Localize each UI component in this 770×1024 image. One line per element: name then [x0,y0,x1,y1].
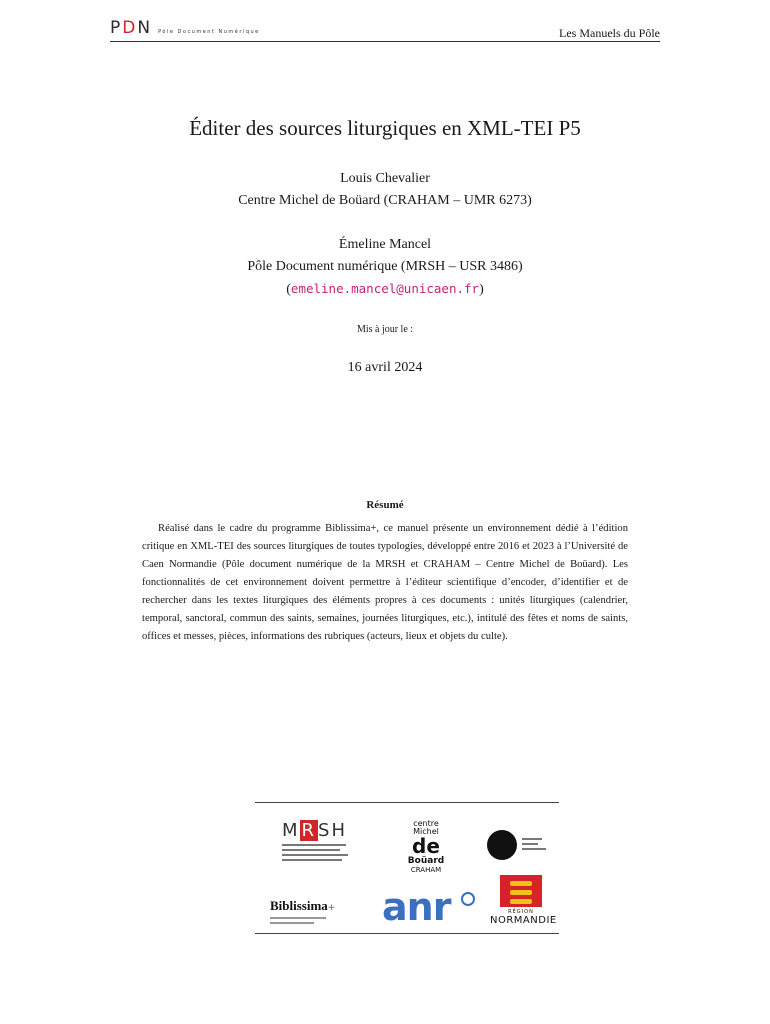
pdn-letter-p: P [110,18,123,38]
updated-date: 16 avril 2024 [347,360,423,375]
mrsh-logo: M R SH [282,820,352,861]
circle-emblem-caption [522,838,546,853]
author-block-1 [0,168,770,212]
logos-top-rule [255,802,559,803]
normandy-flag-icon [500,875,542,907]
author-affiliation: Pôle Document numérique (MRSH – USR 3486) [247,259,523,274]
running-header: Les Manuels du Pôle [559,26,660,40]
document-title: Éditer des sources liturgiques en XML-TEI P5 [189,116,581,140]
abstract-text: Réalisé dans le cadre du programme Biblissima+, ce manuel présente un environnement dédié à l’édition critique en XML-TEI des sources liturgiques de toutes typologies, développé entre 2016 et 2023 à l’Université de Caen Normandie (Pôle document numérique de la MRSH et CRAHAM – Centre Michel de Boüard). Les fonctionnalités de cet environnement doivent permettre à l’éditeur scientifique d’encoder, d’identifier et de rechercher dans les textes liturgiques des éléments propres à ces documents : unités liturgiques (calendrier, temporal, sanctoral, commun des saints, semaines, journées liturgiques, etc.), intitulé des fêtes et noms de saints, offices et messes, pièces, informations des rubriques (acteurs, lieux et objets du culte). [142,523,628,642]
region-normandie-logo: RÉGION NORMANDIE [490,875,552,926]
biblissima-logo: Biblissima+ [270,895,335,924]
author-name: Louis Chevalier [340,171,430,186]
pdn-letter-n: N [137,18,153,38]
page-header [110,18,660,42]
anr-logo: anr [382,888,450,926]
anr-registered-icon [461,892,475,906]
pdn-subtitle: Pôle Document Numérique [158,29,260,35]
author-affiliation: Centre Michel de Boüard (CRAHAM – UMR 6273) [238,193,532,208]
updated-label: Mis à jour le : [356,324,414,335]
author-name: Émeline Mancel [338,237,432,252]
author-email-link[interactable]: emeline.mancel@unicaen.fr [290,281,480,296]
centre-michel-de-bouard-logo: centre Michel de Boüard CRAHAM [407,819,445,874]
author-block-2 [0,234,770,301]
author-email-line: (emeline.mancel@unicaen.fr) [286,281,484,297]
pdn-letter-d: D [122,18,138,38]
pdn-logo [110,18,260,38]
header-rule [110,41,660,42]
logos-bottom-rule [255,933,559,934]
abstract-title: Résumé [366,499,404,511]
circle-emblem-logo [487,830,517,860]
